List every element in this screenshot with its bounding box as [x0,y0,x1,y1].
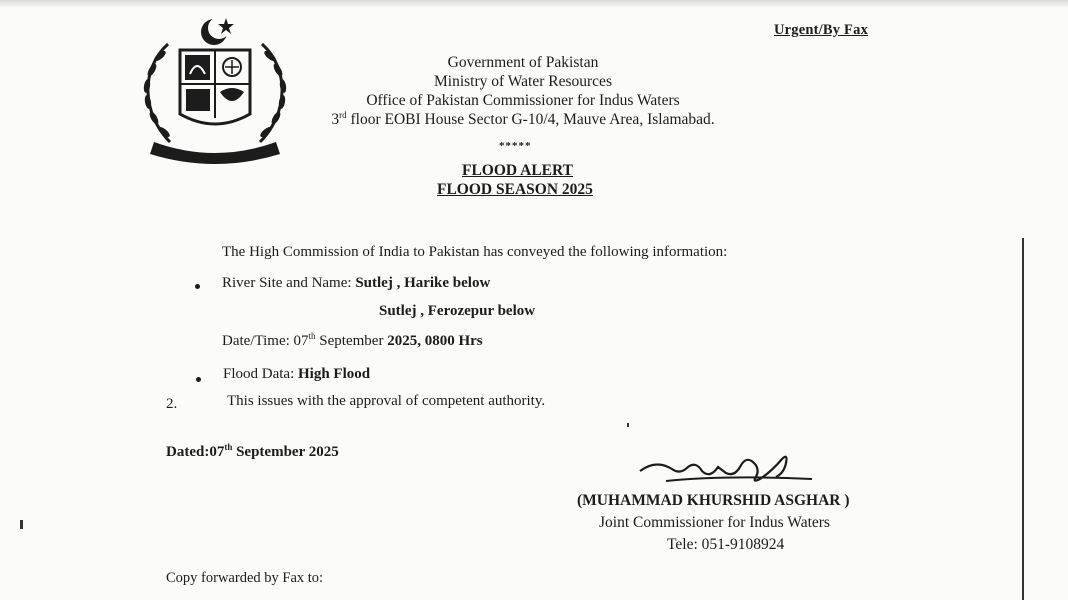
river-site-line-2: Sutlej , Ferozepur below [379,303,536,319]
approval-paragraph: This issues with the approval of competent authority. [227,393,546,409]
signatory-name: (MUHAMMAD KHURSHID ASGHAR ) [577,492,850,509]
signatory-title: Joint Commissioner for Indus Waters [599,514,830,531]
title-flood-alert: FLOOD ALERT [462,162,573,179]
scan-mark [20,520,23,529]
urgency-label: Urgent/By Fax [774,22,869,38]
handwritten-signature [636,449,816,491]
separator-stars: ***** [499,140,532,152]
scan-mark [627,423,629,427]
paragraph-number: 2. [166,396,178,412]
river-site-line: River Site and Name: Sutlej , Harike below [222,275,491,291]
scan-mark [1022,238,1024,600]
copy-forwarded-line: Copy forwarded by Fax to: [166,570,324,586]
bullet-icon [196,377,201,382]
title-flood-season: FLOOD SEASON 2025 [437,181,593,198]
bullet-icon [195,284,200,289]
intro-paragraph: The High Commission of India to Pakistan has conveyed the following information: [222,244,728,260]
flood-data-line: Flood Data: High Flood [223,366,371,382]
dated-line: Dated:07th September 2025 [166,442,339,460]
letterhead [300,53,746,129]
letterhead-address: 3rd floor EOBI House Sector G-10/4, Mauve Area, Islamabad. [331,109,715,128]
scan-edge [0,0,1068,8]
letterhead-office: Office of Pakistan Commissioner for Indus Waters [366,92,680,109]
letterhead-government: Government of Pakistan [447,54,599,71]
datetime-line: Date/Time: 07th September 2025, 0800 Hrs [222,331,483,349]
signatory-telephone: Tele: 051-9108924 [667,536,785,553]
letterhead-ministry: Ministry of Water Resources [434,73,612,90]
state-emblem-icon [130,14,300,166]
